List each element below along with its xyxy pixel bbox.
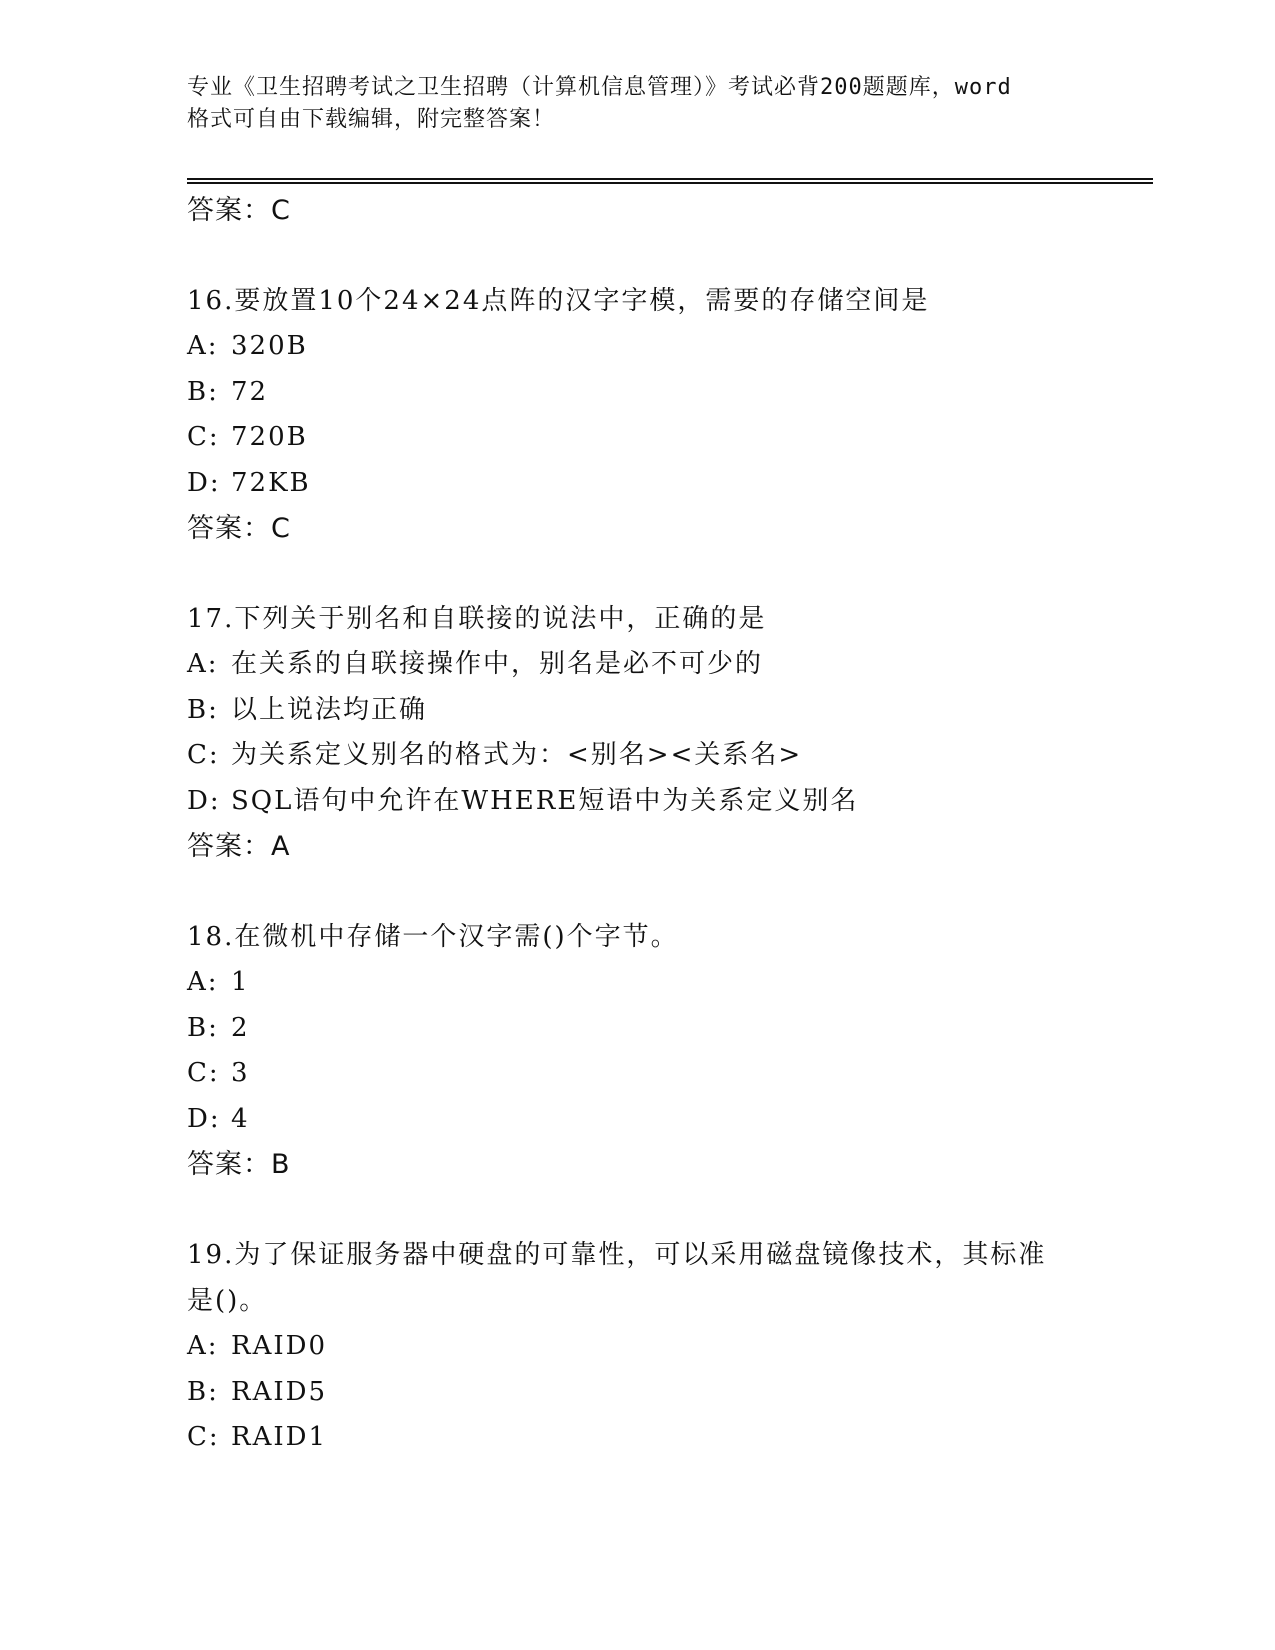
header-line-1: 专业《卫生招聘考试之卫生招聘（计算机信息管理）》考试必背200题题库，word [187, 75, 1012, 100]
option-letter: D: [187, 785, 221, 816]
option-row [187, 642, 1153, 688]
option-letter: B: [187, 1376, 219, 1407]
option-letter: C: [187, 422, 220, 452]
question-text: 18.在微机中存储一个汉字需()个字节。 [187, 922, 679, 952]
option-row [187, 1415, 1153, 1461]
option-row [187, 461, 1153, 507]
option-row [187, 1370, 1153, 1416]
option-letter: A: [187, 331, 219, 361]
question-block [187, 1232, 1153, 1461]
option-row [187, 1006, 1153, 1052]
option-letter: A: [187, 967, 219, 997]
option-text: 1 [231, 967, 250, 997]
question-text: 19.为了保证服务器中硬盘的可靠性，可以采用磁盘镜像技术，其标准是()。 [187, 1240, 1047, 1316]
question-block [187, 914, 1153, 1188]
option-row [187, 415, 1153, 461]
option-row [187, 370, 1153, 416]
option-row [187, 688, 1153, 734]
option-letter: A: [187, 649, 219, 679]
question-block [187, 278, 1153, 552]
option-letter: B: [187, 376, 219, 407]
option-row [187, 733, 1153, 779]
question-text: 16.要放置10个24×24点阵的汉字字模，需要的存储空间是 [187, 286, 930, 316]
option-letter: D: [187, 467, 221, 498]
option-row [187, 960, 1153, 1006]
option-letter: D: [187, 1103, 221, 1134]
option-text: 4 [231, 1103, 250, 1134]
option-letter: C: [187, 1058, 220, 1088]
option-row [187, 1097, 1153, 1143]
option-letter: C: [187, 740, 220, 770]
header-line-2: 格式可自由下载编辑，附完整答案！ [187, 107, 556, 132]
option-letter: B: [187, 1012, 219, 1043]
option-text: 为关系定义别名的格式为：<别名><关系名> [231, 740, 803, 770]
answer-label: 答案：C [187, 513, 291, 544]
option-text: 320B [231, 331, 308, 361]
option-letter: A: [187, 1331, 219, 1361]
question-list [187, 188, 1153, 1461]
option-text: RAID5 [231, 1376, 328, 1407]
option-letter: B: [187, 694, 219, 725]
option-text: 在关系的自联接操作中，别名是必不可少的 [231, 649, 764, 679]
option-text: SQL语句中允许在WHERE短语中为关系定义别名 [231, 785, 859, 816]
question-block [187, 596, 1153, 870]
option-text: 3 [231, 1058, 250, 1088]
option-letter: C: [187, 1422, 220, 1452]
answer-label: 答案：B [187, 1149, 291, 1180]
question-text: 17.下列关于别名和自联接的说法中，正确的是 [187, 604, 767, 634]
option-text: 72 [231, 376, 269, 407]
option-text: RAID1 [231, 1422, 328, 1452]
option-row [187, 779, 1153, 825]
option-text: RAID0 [231, 1331, 328, 1361]
answer-label: 答案：A [187, 831, 291, 862]
option-text: 720B [231, 422, 308, 452]
header-divider [187, 178, 1153, 184]
option-text: 2 [231, 1012, 250, 1043]
option-row [187, 324, 1153, 370]
option-row [187, 1324, 1153, 1370]
option-row [187, 1051, 1153, 1097]
option-text: 以上说法均正确 [231, 694, 428, 725]
questions-container [187, 278, 1153, 1461]
page-header [187, 72, 1087, 136]
answer-label: 答案：C [187, 195, 291, 226]
option-text: 72KB [231, 467, 311, 498]
